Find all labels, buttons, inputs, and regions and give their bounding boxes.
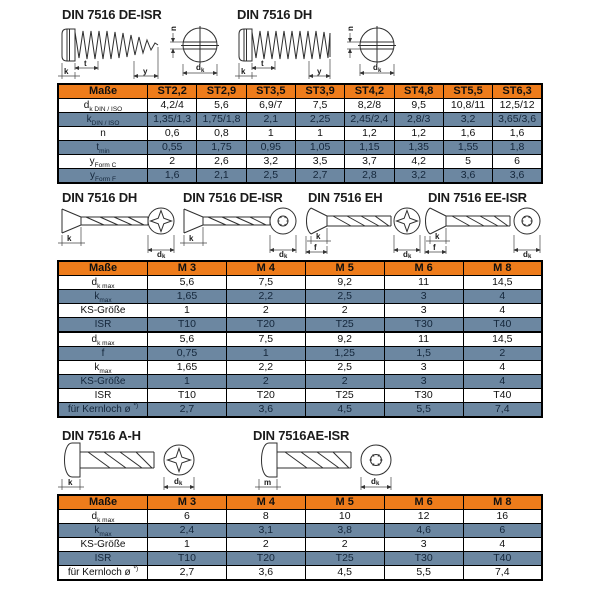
drawing-ae-isr-pan-head [255, 440, 400, 494]
drawing-dh-slotted-screw [235, 23, 415, 81]
dim-label-y: y [143, 67, 148, 76]
value-cell: 1,6 [443, 127, 492, 141]
column-header: M 4 [226, 495, 305, 510]
column-header: M 3 [148, 261, 227, 276]
value-cell: T40 [463, 389, 542, 403]
dim-label-y: y [317, 67, 322, 76]
value-cell: 2 [226, 304, 305, 318]
value-cell: 3 [384, 290, 463, 304]
value-cell: 9,5 [394, 99, 443, 113]
column-header: M 4 [226, 261, 305, 276]
value-cell: T25 [305, 389, 384, 403]
value-cell: 1 [226, 347, 305, 361]
value-cell: T10 [148, 552, 227, 566]
row-label: ISR [58, 389, 148, 403]
value-cell: 0,95 [246, 141, 295, 155]
row-label: n [58, 127, 148, 141]
value-cell: 1,75 [197, 141, 246, 155]
column-header: ST3,9 [295, 84, 344, 99]
value-cell: 1 [148, 304, 227, 318]
dim-label-k: k [64, 67, 69, 76]
value-cell: 2,45/2,4 [345, 113, 394, 127]
dim-label-f: f [433, 243, 436, 252]
value-cell: T30 [384, 389, 463, 403]
value-cell: 2 [226, 538, 305, 552]
value-cell: 2,8 [345, 169, 394, 184]
value-cell: 2,6 [197, 155, 246, 169]
table-row [58, 403, 542, 418]
dim-label-dk: d [279, 250, 284, 259]
heading-din-7516-dh-top: DIN 7516 DH [237, 7, 313, 22]
value-cell: 3,6 [493, 169, 542, 184]
phillips-drive-icon [394, 208, 420, 234]
value-cell: 6 [463, 524, 542, 538]
value-cell: 3,2 [443, 113, 492, 127]
dim-label-dk: d [157, 250, 162, 259]
value-cell: 0,6 [148, 127, 197, 141]
column-header: ST2,2 [148, 84, 197, 99]
value-cell: 3 [384, 375, 463, 389]
dk-dimension [270, 235, 296, 260]
value-cell: 4,6 [384, 524, 463, 538]
row-label: $k_{max}$ [58, 361, 148, 375]
dim-label-k: k [241, 67, 246, 76]
row-label: für Kernloch ø *) [58, 403, 148, 418]
svg-text:k: k [179, 481, 183, 487]
dk-dimension [360, 63, 394, 76]
svg-text:k: k [162, 254, 166, 260]
value-cell: T20 [226, 552, 305, 566]
value-cell: T20 [226, 389, 305, 403]
value-cell: 2,4 [148, 524, 227, 538]
dim-label-k: k [67, 234, 72, 243]
table-metric-countersunk [57, 260, 543, 418]
dim-label-t: t [84, 59, 87, 68]
slot-drive-icon [358, 26, 396, 64]
value-cell: 7,5 [226, 332, 305, 347]
dim-label-t: t [261, 59, 264, 68]
value-cell: 2 [305, 538, 384, 552]
row-label: $y_{Form F}$ [58, 169, 148, 184]
value-cell: 3,6 [226, 403, 305, 418]
value-cell: 2,25 [295, 113, 344, 127]
row-label: $d_{k max}$ [58, 276, 148, 290]
column-header: ST2,9 [197, 84, 246, 99]
dim-label-k: k [189, 234, 194, 243]
value-cell: 6 [148, 510, 227, 524]
value-cell: 1 [148, 538, 227, 552]
row-label: $y_{Form C}$ [58, 155, 148, 169]
value-cell: 2,8/3 [394, 113, 443, 127]
value-cell: 1,8 [493, 141, 542, 155]
table-row [58, 389, 542, 403]
torx-drive-icon [361, 445, 391, 475]
row-label: ISR [58, 552, 148, 566]
table-row [58, 155, 542, 169]
value-cell: 0,55 [148, 141, 197, 155]
table-row [58, 99, 542, 113]
value-cell: 5,5 [384, 566, 463, 581]
value-cell: 1,25 [305, 347, 384, 361]
value-cell: 0,75 [148, 347, 227, 361]
dim-label-dk: d [403, 250, 408, 259]
svg-text:k: k [284, 254, 288, 260]
value-cell: 3,6 [443, 169, 492, 184]
row-label: KS-Größe [58, 538, 148, 552]
column-header: ST4,8 [394, 84, 443, 99]
value-cell: 1,2 [394, 127, 443, 141]
value-cell: 10,8/11 [443, 99, 492, 113]
table-row [58, 566, 542, 581]
phillips-drive-icon [164, 445, 194, 475]
svg-text:k: k [378, 68, 382, 74]
table-row [58, 347, 542, 361]
value-cell: 14,5 [463, 332, 542, 347]
value-cell: T40 [463, 318, 542, 333]
column-header: M 6 [384, 495, 463, 510]
dim-label-dk: d [373, 63, 378, 72]
value-cell: 3,2 [246, 155, 295, 169]
value-cell: 1,15 [345, 141, 394, 155]
table-row [58, 290, 542, 304]
dk-dimension [361, 477, 391, 490]
drawing-dh-countersunk [58, 204, 178, 258]
value-cell: 3 [384, 304, 463, 318]
value-cell: 5,6 [197, 99, 246, 113]
heading-din-7516-ee-isr: DIN 7516 EE-ISR [428, 190, 527, 205]
value-cell: T30 [384, 318, 463, 333]
value-cell: 6 [493, 155, 542, 169]
column-header: ST4,2 [345, 84, 394, 99]
value-cell: 12 [384, 510, 463, 524]
value-cell: 5,5 [384, 403, 463, 418]
value-cell: 3,6 [226, 566, 305, 581]
dim-label-dk: d [523, 250, 528, 259]
value-cell: 7,5 [226, 276, 305, 290]
table-row [58, 524, 542, 538]
table-row [58, 538, 542, 552]
value-cell: T20 [226, 318, 305, 333]
value-cell: 11 [384, 276, 463, 290]
torx-drive-icon [514, 208, 540, 234]
heading-din-7516-ae-isr: DIN 7516AE-ISR [253, 428, 350, 443]
drawing-ee-isr-raised-countersunk [422, 204, 543, 258]
value-cell: 2 [305, 375, 384, 389]
value-cell: 2,5 [246, 169, 295, 184]
screw-side-view [184, 209, 270, 233]
row-label: ISR [58, 318, 148, 333]
measure-header: Maße [58, 495, 148, 510]
value-cell: 4,5 [305, 566, 384, 581]
value-cell: 1,2 [345, 127, 394, 141]
column-header: M 8 [463, 261, 542, 276]
value-cell: 1,75/1,8 [197, 113, 246, 127]
dk-dimension [514, 235, 540, 260]
dimension-lines [58, 26, 184, 79]
value-cell: 2,2 [226, 361, 305, 375]
dim-label-k: k [435, 232, 440, 241]
value-cell: 4,2 [394, 155, 443, 169]
column-header: M 6 [384, 261, 463, 276]
dim-label-dk: d [174, 477, 179, 486]
k-f-dimensions [306, 228, 331, 254]
row-label: $d_{k max}$ [58, 332, 148, 347]
row-label: für Kernloch ø *) [58, 566, 148, 581]
table-row [58, 552, 542, 566]
value-cell: 3,1 [226, 524, 305, 538]
value-cell: 16 [463, 510, 542, 524]
heading-din-7516-a-h: DIN 7516 A-H [62, 428, 141, 443]
value-cell: 1,35/1,3 [148, 113, 197, 127]
value-cell: 1 [295, 127, 344, 141]
k-dimension [58, 478, 84, 490]
value-cell: 2,2 [226, 290, 305, 304]
value-cell: 1 [148, 375, 227, 389]
dk-dimension [183, 63, 217, 76]
dk-dimension [394, 235, 420, 260]
phillips-drive-icon [148, 208, 174, 234]
measure-header: Maße [58, 261, 148, 276]
value-cell: 8,2/8 [345, 99, 394, 113]
column-header: M 5 [305, 261, 384, 276]
table-row [58, 375, 542, 389]
value-cell: 6,9/7 [246, 99, 295, 113]
value-cell: 1 [246, 127, 295, 141]
screw-side-view [62, 209, 148, 233]
value-cell: 1,5 [384, 347, 463, 361]
dimension-lines [235, 26, 361, 79]
value-cell: 7,4 [463, 403, 542, 418]
row-label: KS-Größe [58, 375, 148, 389]
value-cell: 10 [305, 510, 384, 524]
dim-label-n: n [169, 26, 178, 31]
value-cell: 9,2 [305, 332, 384, 347]
value-cell: 12,5/12 [493, 99, 542, 113]
value-cell: 2 [305, 304, 384, 318]
table-metric-pan-head [57, 494, 543, 581]
value-cell: T25 [305, 552, 384, 566]
table-row [58, 332, 542, 347]
value-cell: 2 [463, 347, 542, 361]
value-cell: 1,65 [148, 290, 227, 304]
heading-din-7516-de-isr: DIN 7516 DE-ISR [62, 7, 162, 22]
heading-din-7516-de-isr-mid: DIN 7516 DE-ISR [183, 190, 283, 205]
value-cell: 2,7 [148, 403, 227, 418]
column-header: ST3,5 [246, 84, 295, 99]
table-row [58, 510, 542, 524]
value-cell: 3 [384, 361, 463, 375]
value-cell: 3 [384, 538, 463, 552]
table-row [58, 169, 542, 184]
svg-text:k: k [528, 254, 532, 260]
value-cell: T10 [148, 318, 227, 333]
table-row [58, 304, 542, 318]
svg-text:k: k [408, 254, 412, 260]
dim-label-m: m [264, 478, 272, 487]
value-cell: 2,1 [246, 113, 295, 127]
slot-drive-icon [181, 26, 219, 64]
m-dimension [255, 478, 281, 490]
value-cell: 2 [226, 375, 305, 389]
value-cell: 4 [463, 361, 542, 375]
row-label: $k_{max}$ [58, 290, 148, 304]
heading-din-7516-dh-mid: DIN 7516 DH [62, 190, 138, 205]
value-cell: 4 [463, 304, 542, 318]
value-cell: 2,7 [148, 566, 227, 581]
value-cell: T10 [148, 389, 227, 403]
value-cell: 3,2 [394, 169, 443, 184]
value-cell: 4 [463, 290, 542, 304]
row-label: $d_{k DIN / ISO}$ [58, 99, 148, 113]
screw-side-view [262, 443, 352, 477]
measure-header: Maße [58, 84, 148, 99]
dim-label-k: k [316, 232, 321, 241]
value-cell: 1,55 [443, 141, 492, 155]
row-label: $t_{min}$ [58, 141, 148, 155]
screw-side-view [239, 29, 330, 61]
value-cell: 7,5 [295, 99, 344, 113]
torx-drive-icon [270, 208, 296, 234]
value-cell: T30 [384, 552, 463, 566]
column-header: ST5,5 [443, 84, 492, 99]
value-cell: 3,65/3,6 [493, 113, 542, 127]
value-cell: 3,5 [295, 155, 344, 169]
table-row [58, 318, 542, 333]
screw-side-view [65, 443, 155, 477]
screw-side-view [62, 29, 158, 61]
drawing-eh-raised-countersunk [303, 204, 423, 258]
column-header: M 8 [463, 495, 542, 510]
value-cell: 1,65 [148, 361, 227, 375]
dim-label-f: f [314, 243, 317, 252]
dk-dimension [148, 235, 174, 260]
value-cell: 2,1 [197, 169, 246, 184]
column-header: M 5 [305, 495, 384, 510]
value-cell: 4 [463, 538, 542, 552]
value-cell: 11 [384, 332, 463, 347]
value-cell: 4,5 [305, 403, 384, 418]
svg-text:k: k [201, 68, 205, 74]
dim-label-k: k [68, 478, 73, 487]
value-cell: 3,7 [345, 155, 394, 169]
value-cell: 5,6 [148, 332, 227, 347]
row-label: $d_{k max}$ [58, 510, 148, 524]
table-row [58, 127, 542, 141]
screw-side-view [307, 208, 392, 234]
row-label: $k_{max}$ [58, 524, 148, 538]
column-header: ST6,3 [493, 84, 542, 99]
svg-text:k: k [376, 481, 380, 487]
value-cell: 0,8 [197, 127, 246, 141]
value-cell: 1,35 [394, 141, 443, 155]
value-cell: 9,2 [305, 276, 384, 290]
value-cell: 1,05 [295, 141, 344, 155]
value-cell: 5,6 [148, 276, 227, 290]
dk-dimension [164, 477, 194, 490]
column-header: M 3 [148, 495, 227, 510]
value-cell: 2,5 [305, 290, 384, 304]
dim-label-dk: d [196, 63, 201, 72]
dim-label-n: n [346, 26, 355, 31]
table-row [58, 113, 542, 127]
value-cell: 5 [443, 155, 492, 169]
row-label: KS-Größe [58, 304, 148, 318]
value-cell: 2,5 [305, 361, 384, 375]
value-cell: 2,7 [295, 169, 344, 184]
value-cell: 3,8 [305, 524, 384, 538]
table-st-dimensions [57, 83, 543, 184]
drawing-de-isr-countersunk [180, 204, 300, 258]
value-cell: 1,6 [493, 127, 542, 141]
value-cell: 2 [148, 155, 197, 169]
value-cell: 4,2/4 [148, 99, 197, 113]
value-cell: 7,4 [463, 566, 542, 581]
value-cell: T25 [305, 318, 384, 333]
k-f-dimensions [425, 228, 450, 254]
drawing-a-h-pan-head [58, 440, 203, 494]
screw-side-view [426, 208, 511, 234]
value-cell: 4 [463, 375, 542, 389]
value-cell: T40 [463, 552, 542, 566]
table-row [58, 141, 542, 155]
value-cell: 8 [226, 510, 305, 524]
heading-din-7516-eh: DIN 7516 EH [308, 190, 383, 205]
dim-label-dk: d [371, 477, 376, 486]
table-row [58, 276, 542, 290]
table-row [58, 361, 542, 375]
drawing-de-isr-slotted-screw [58, 23, 238, 81]
row-label: $k_{DIN / ISO}$ [58, 113, 148, 127]
value-cell: 14,5 [463, 276, 542, 290]
row-label: f [58, 347, 148, 361]
value-cell: 1,6 [148, 169, 197, 184]
